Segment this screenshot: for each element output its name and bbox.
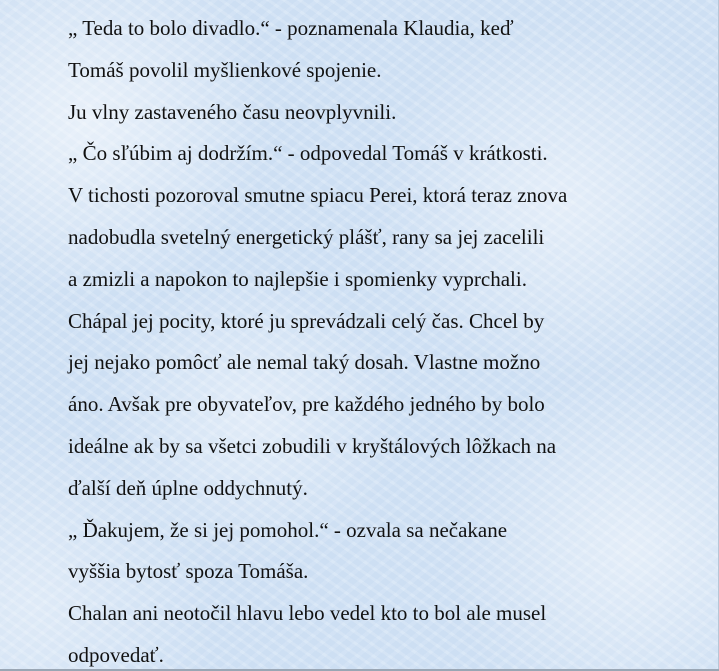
text-line: nadobudla svetelný energetický plášť, rany sa jej zacelili bbox=[68, 224, 545, 249]
text-line: Chalan ani neotočil hlavu lebo vedel kto to bol ale musel bbox=[68, 601, 547, 626]
text-line: Chápal jej pocity, ktoré ju sprevádzali celý čas. Chcel by bbox=[68, 308, 545, 333]
text-line: jej nejako pomôcť ale nemal taký dosah. Vlastne možno bbox=[68, 350, 541, 375]
document-text bbox=[68, 8, 708, 671]
text-line: ďalší deň úplne oddychnutý. bbox=[68, 475, 308, 500]
text-line: áno. Avšak pre obyvateľov, pre každého jedného by bolo bbox=[68, 392, 545, 417]
text-line: odpovedať. bbox=[68, 642, 164, 667]
text-line: „ Ďakujem, že si jej pomohol.“ - ozvala sa nečakane bbox=[68, 517, 508, 542]
text-line: vyššia bytosť spoza Tomáša. bbox=[68, 559, 309, 584]
text-line: V tichosti pozoroval smutne spiacu Perei, ktorá teraz znova bbox=[68, 183, 568, 208]
text-line: „ Čo sľúbim aj dodržím.“ - odpovedal Tomáš v krátkosti. bbox=[68, 141, 548, 166]
text-line: a zmizli a napokon to najlepšie i spomienky vyprchali. bbox=[68, 266, 527, 291]
text-line: Tomáš povolil myšlienkové spojenie. bbox=[68, 57, 382, 82]
text-line: „ Teda to bolo divadlo.“ - poznamenala Klaudia, keď bbox=[68, 16, 514, 40]
text-line: ideálne ak by sa všetci zobudili v kryštálových lôžkach na bbox=[68, 433, 557, 458]
text-line: Ju vlny zastaveného času neovplyvnili. bbox=[68, 99, 397, 124]
